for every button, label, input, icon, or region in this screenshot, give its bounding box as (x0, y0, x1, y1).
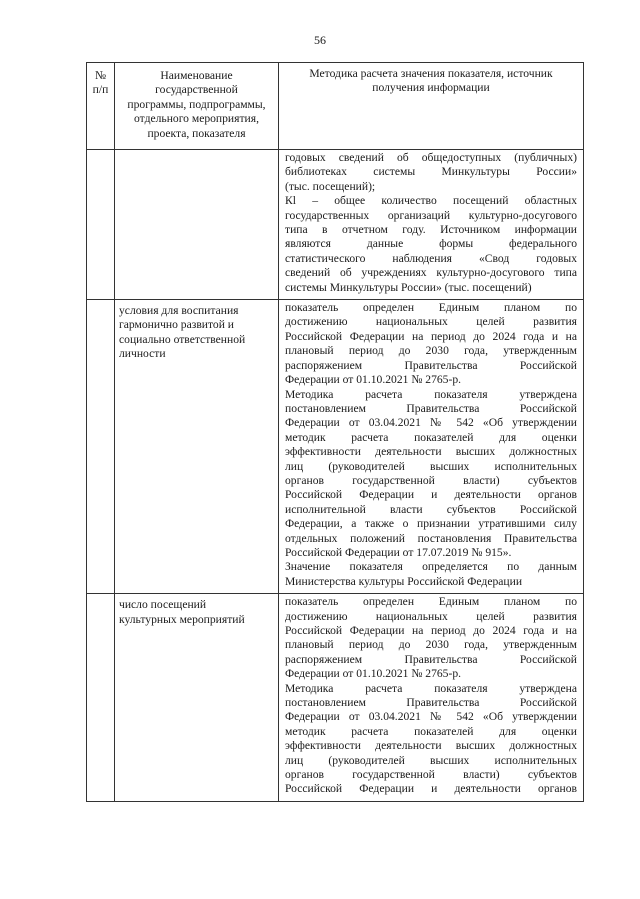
method-line: Российской Федерации от 17.07.2019 № 915». (285, 545, 512, 559)
cell-method (279, 150, 584, 300)
table-row (87, 594, 584, 802)
method-line: Федерации от 03.04.2021 № 542 «Об утверждении (285, 710, 577, 724)
indicator-table (86, 62, 584, 802)
header-name-line: государственной (155, 83, 238, 97)
method-line: государственных организаций культурно-досугового (285, 208, 577, 222)
header-name-line: отдельного мероприятия, (134, 112, 259, 126)
name-line: личности (119, 347, 166, 361)
header-num-line: п/п (92, 83, 109, 97)
method-line: лиц (руководителей высших исполнительных (285, 753, 577, 767)
header-name-line: программы, подпрограммы, (127, 97, 266, 111)
method-line: сведений об учреждениях культурно-досугового типа (285, 266, 577, 280)
method-line: системы Минкультуры России» (тыс. посещений) (285, 280, 532, 294)
method-line: достижению национальных целей развития (285, 315, 577, 329)
method-line: органов государственной власти) субъектов (285, 473, 577, 487)
method-line: постановлением Правительства Российской (285, 696, 577, 710)
method-line: плановый период до 2030 года, утвержденным (285, 344, 577, 358)
name-line: условия для воспитания (119, 304, 239, 318)
method-line: являются данные формы федерального (285, 237, 577, 251)
name-line: гармонично развитой и (119, 318, 235, 332)
method-line: (тыс. посещений); (285, 179, 376, 193)
method-line: Российской Федерации на период до 2024 года и на (285, 329, 577, 343)
method-line: методик расчета показателей для оценки (285, 430, 577, 444)
method-line: библиотеках системы Минкультуры России» (285, 165, 577, 179)
method-line: исполнительной власти субъектов Российской (285, 502, 577, 516)
name-line: социально ответственной (119, 332, 246, 346)
header-method-line: получения информации (372, 81, 490, 95)
cell-num (87, 594, 115, 802)
method-line: распоряжением Правительства Российской (285, 358, 577, 372)
method-line: Федерации от 01.10.2021 № 2765-р. (285, 373, 462, 387)
page-number: 56 (314, 33, 326, 47)
cell-num (87, 150, 115, 300)
method-line: Российской Федерации на период до 2024 года и на (285, 624, 577, 637)
table-header-row (87, 63, 584, 150)
method-line: Федерации, а также о признании утратившими силу (285, 517, 577, 531)
method-line: Министерства культуры Российской Федерации (285, 574, 523, 588)
method-line: постановлением Правительства Российской (285, 401, 577, 415)
cell-name (115, 300, 279, 594)
name-line: культурных мероприятий (119, 612, 245, 626)
table-row (87, 300, 584, 594)
cell-method (279, 594, 584, 802)
method-line: годовых сведений об общедоступных (публичных) (285, 151, 577, 164)
method-line: органов государственной власти) субъектов (285, 768, 577, 782)
name-line: число посещений (119, 598, 207, 612)
cell-name (115, 150, 279, 300)
header-num-line: № (94, 69, 107, 82)
method-line: статистического наблюдения «Свод годовых (285, 251, 577, 265)
method-line: отдельных положений постановления Правительства (285, 531, 577, 545)
method-line: эффективности деятельности высших должностных (285, 739, 577, 753)
method-line: лиц (руководителей высших исполнительных (285, 459, 577, 473)
header-name-line: проекта, показателя (147, 126, 246, 140)
method-line: эффективности деятельности высших должностных (285, 445, 577, 459)
method-line: плановый период до 2030 года, утвержденным (285, 638, 577, 652)
header-name (115, 63, 279, 150)
method-line: Методика расчета показателя утверждена (285, 387, 577, 401)
method-line: показатель определен Единым планом по (285, 301, 577, 315)
method-line: достижению национальных целей развития (285, 609, 577, 623)
method-line: показатель определен Единым планом по (285, 595, 577, 609)
header-num (87, 63, 115, 150)
method-line: методик расчета показателей для оценки (285, 724, 577, 738)
header-method-line: Методика расчета значения показателя, источник (309, 67, 553, 80)
method-line: типа в отчетном году. Источником информации (285, 223, 577, 237)
header-method (279, 63, 584, 150)
method-line: Значение показателя определяется по данным (285, 560, 577, 574)
method-line: Российской Федерации и деятельности органов (285, 488, 577, 502)
method-line: Методика расчета показателя утверждена (285, 681, 577, 695)
method-line: распоряжением Правительства Российской (285, 652, 577, 666)
cell-name (115, 594, 279, 802)
method-line: Кl – общее количество посещений областных (285, 194, 577, 208)
method-line: Российской Федерации и деятельности органов (285, 782, 577, 796)
cell-num (87, 300, 115, 594)
table-row (87, 150, 584, 300)
method-line: Федерации от 03.04.2021 № 542 «Об утверждении (285, 416, 577, 430)
cell-method (279, 300, 584, 594)
header-name-line: Наименование (160, 69, 233, 82)
method-line: Федерации от 01.10.2021 № 2765-р. (285, 667, 462, 681)
